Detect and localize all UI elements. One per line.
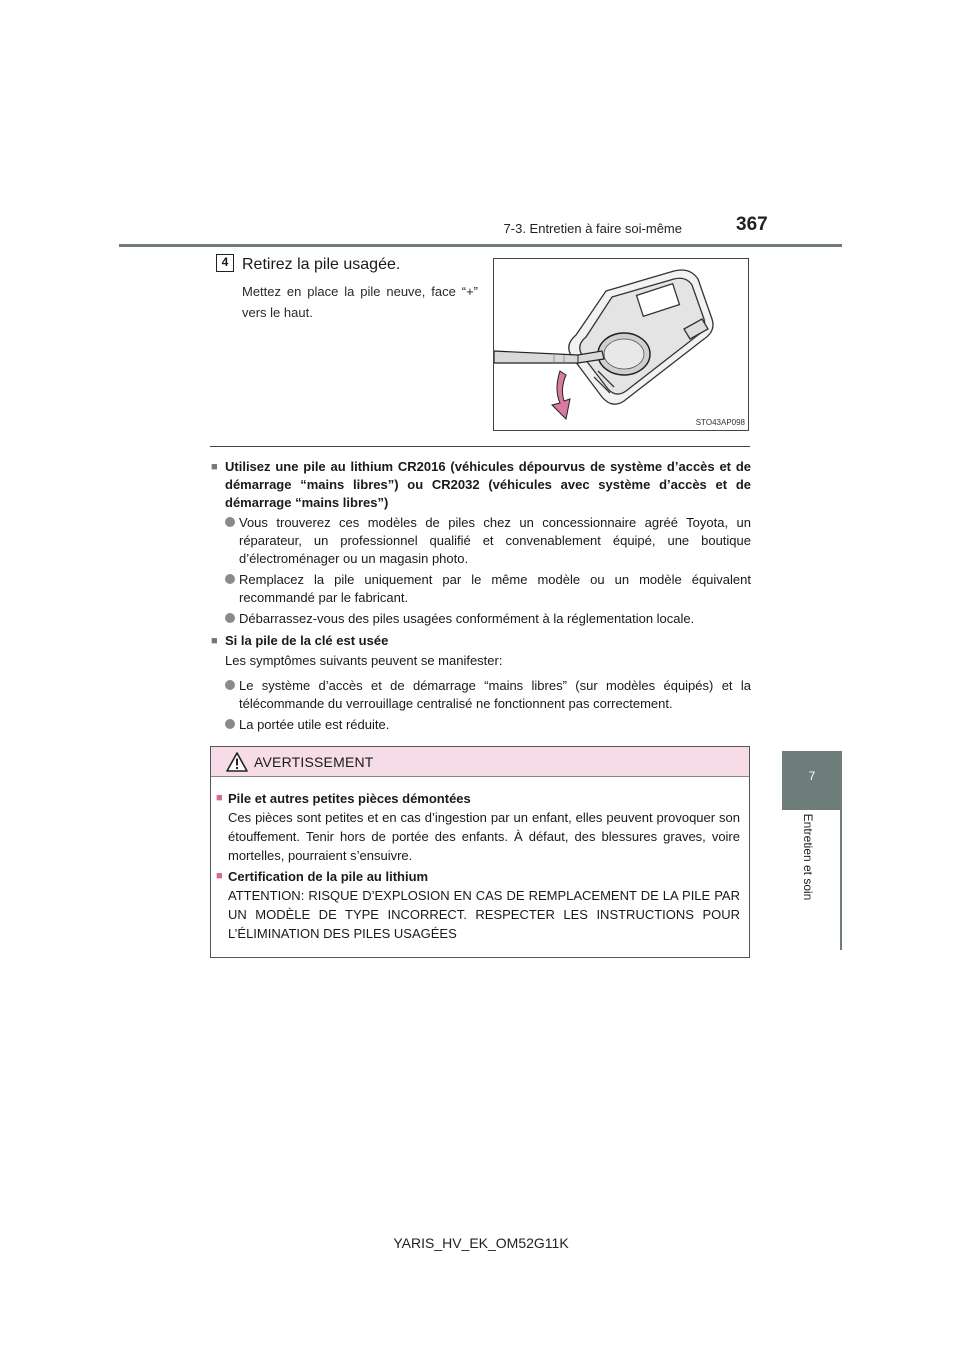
list-item [225, 514, 751, 568]
warning-item [216, 867, 740, 943]
note-battery-type [211, 458, 751, 512]
list-item-text: Vous trouverez ces modèles de piles chez un concessionnaire agréé Toyota, un réparateur, un professionnel qualifié et convenablement équipé, une boutique d’électroménager ou un magasin photo. [239, 515, 751, 566]
chapter-number: 7 [808, 769, 816, 783]
page-number: 367 [736, 214, 768, 235]
round-bullet-icon [225, 613, 235, 623]
round-bullet-icon [225, 680, 235, 690]
square-bullet-icon: ■ [216, 870, 223, 882]
warning-item-text: ATTENTION: RISQUE D’EXPLOSION EN CAS DE REMPLACEMENT DE LA PILE PAR UN MODÈLE DE TYPE INCORRECT. RESPECTER LES INSTRUCTIONS POUR L’ÉLIMINATION DES PILES USAGÉES [228, 888, 740, 941]
list-item [225, 571, 751, 607]
chapter-tab-rule [840, 810, 842, 950]
round-bullet-icon [225, 517, 235, 527]
list-item-text: La portée utile est réduite. [239, 717, 390, 732]
warning-triangle-icon [226, 752, 248, 772]
note-worn-battery [211, 632, 751, 670]
note-intro: Les symptômes suivants peuvent se manifester: [225, 653, 503, 668]
chapter-label: Entretien et soin [801, 813, 815, 901]
list-item [225, 677, 751, 713]
list-item [225, 610, 751, 628]
header-rule [119, 244, 842, 247]
warning-item [216, 789, 740, 865]
list-item-text: Débarrassez-vous des piles usagées conformément à la réglementation locale. [239, 611, 695, 626]
step-note: Mettez en place la pile neuve, face “+” vers le haut. [242, 284, 478, 320]
round-bullet-icon [225, 719, 235, 729]
step-number-badge: 4 [216, 254, 234, 272]
square-bullet-icon: ■ [211, 635, 218, 647]
step-title: Retirez la pile usagée. [242, 256, 401, 273]
key-battery-drawing [494, 259, 749, 431]
key-battery-illustration [493, 258, 749, 431]
square-bullet-icon: ■ [216, 792, 223, 804]
section-title: 7-3. Entretien à faire soi-même [503, 221, 682, 236]
warning-title: AVERTISSEMENT [254, 754, 374, 770]
note-heading: Si la pile de la clé est usée [225, 633, 389, 648]
warning-item-heading: Pile et autres petites pièces démontées [228, 791, 471, 806]
note-heading: Utilisez une pile au lithium CR2016 (véhicules dépourvus de système d’accès et de démarrage “mains libres”) ou CR2032 (véhicules avec système d’accès et de démarrage “mains libres”) [225, 459, 751, 510]
document-code: YARIS_HV_EK_OM52G11K [393, 1235, 569, 1251]
list-item [225, 716, 751, 734]
list-item-text: Remplacez la pile uniquement par le même modèle ou un modèle équivalent recommandé par le fabricant. [239, 572, 751, 605]
warning-item-text: Ces pièces sont petites et en cas d’ingestion par un enfant, elles peuvent provoquer son étouffement. Tenir hors de portée des enfants. À défaut, des blessures graves, voire mortelles, pourraient s’ensuivre. [228, 810, 740, 863]
section-divider [210, 446, 750, 447]
figure-code: STO43AP098 [695, 418, 745, 427]
round-bullet-icon [225, 574, 235, 584]
warning-item-heading: Certification de la pile au lithium [228, 869, 429, 884]
square-bullet-icon: ■ [211, 461, 218, 473]
list-item-text: Le système d’accès et de démarrage “mains libres” (sur modèles équipés) et la télécommande du verrouillage centralisé ne fonctionnent pas correctement. [239, 678, 751, 711]
